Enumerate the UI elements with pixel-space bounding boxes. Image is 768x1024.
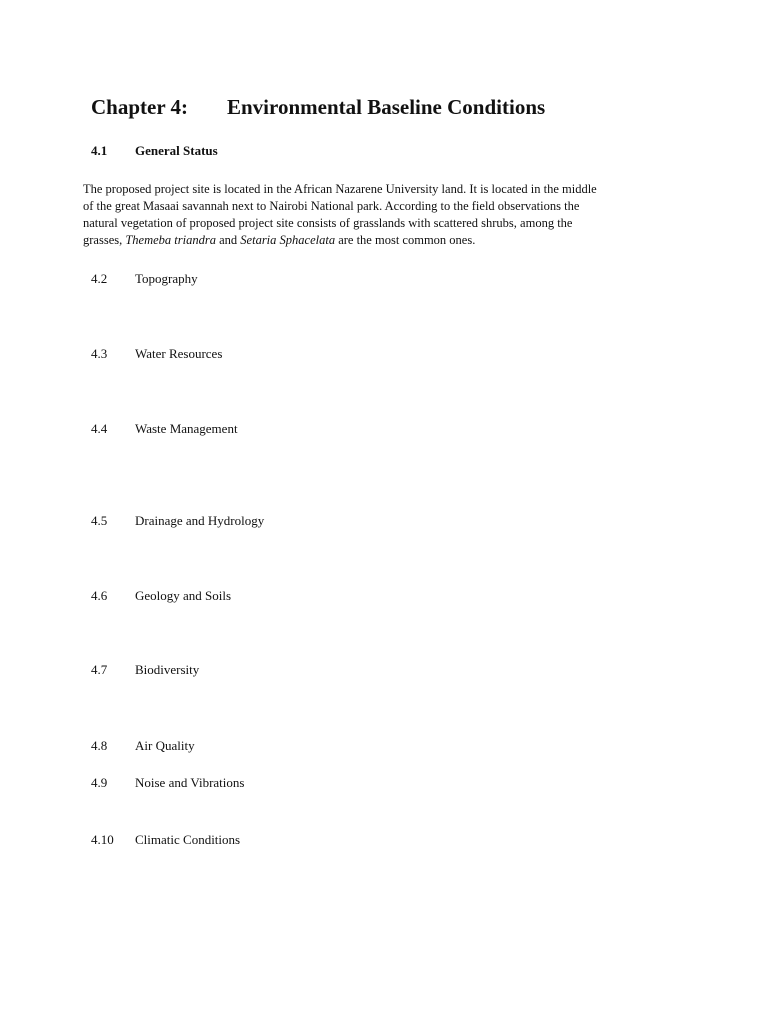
paragraph-line: The proposed project site is located in the African Nazarene University land. It is located in the middle (83, 182, 597, 196)
paragraph-text: grasses, (83, 233, 126, 247)
section-heading-air-quality (91, 738, 195, 754)
section-title: Biodiversity (135, 662, 200, 677)
section-title: Geology and Soils (135, 588, 232, 603)
section-title: Air Quality (135, 738, 195, 753)
section-number: 4.8 (91, 738, 108, 753)
section-number: 4.10 (91, 832, 114, 847)
species-name: Themeba triandra (125, 233, 216, 247)
paragraph-text: and (215, 233, 241, 247)
section-number: 4.7 (91, 662, 108, 677)
section-number: 4.3 (91, 346, 108, 361)
section-title: Climatic Conditions (135, 832, 241, 847)
chapter-number: Chapter 4: (91, 95, 189, 119)
paragraph-line (83, 232, 673, 249)
general-status-paragraph (83, 181, 673, 249)
section-heading-topography (91, 271, 198, 287)
section-number: 4.5 (91, 513, 108, 528)
section-title: General Status (135, 143, 218, 158)
section-number: 4.2 (91, 271, 108, 286)
section-title: Topography (135, 271, 198, 286)
paragraph-line: natural vegetation of proposed project site consists of grasslands with scattered shrubs, among the (83, 216, 573, 230)
section-title: Water Resources (135, 346, 223, 361)
section-title: Drainage and Hydrology (135, 513, 265, 528)
section-number: 4.1 (91, 143, 108, 158)
section-heading-climatic-conditions (91, 832, 240, 848)
section-heading-general-status (91, 143, 218, 159)
section-heading-waste-management (91, 421, 238, 437)
paragraph-line: of the great Masaai savannah next to Nairobi National park. According to the field observations the (83, 199, 580, 213)
section-number: 4.4 (91, 421, 108, 436)
chapter-title (91, 94, 545, 120)
paragraph-text: are the most common ones. (335, 233, 476, 247)
section-heading-drainage-hydrology (91, 513, 264, 529)
section-number: 4.9 (91, 775, 108, 790)
section-number: 4.6 (91, 588, 108, 603)
section-heading-water-resources (91, 346, 222, 362)
section-title: Noise and Vibrations (135, 775, 245, 790)
section-heading-geology-soils (91, 588, 231, 604)
section-heading-noise-vibrations (91, 775, 244, 791)
section-title: Waste Management (135, 421, 238, 436)
species-name: Setaria Sphacelata (240, 233, 336, 247)
section-heading-biodiversity (91, 662, 199, 678)
chapter-heading: Environmental Baseline Conditions (227, 95, 546, 119)
